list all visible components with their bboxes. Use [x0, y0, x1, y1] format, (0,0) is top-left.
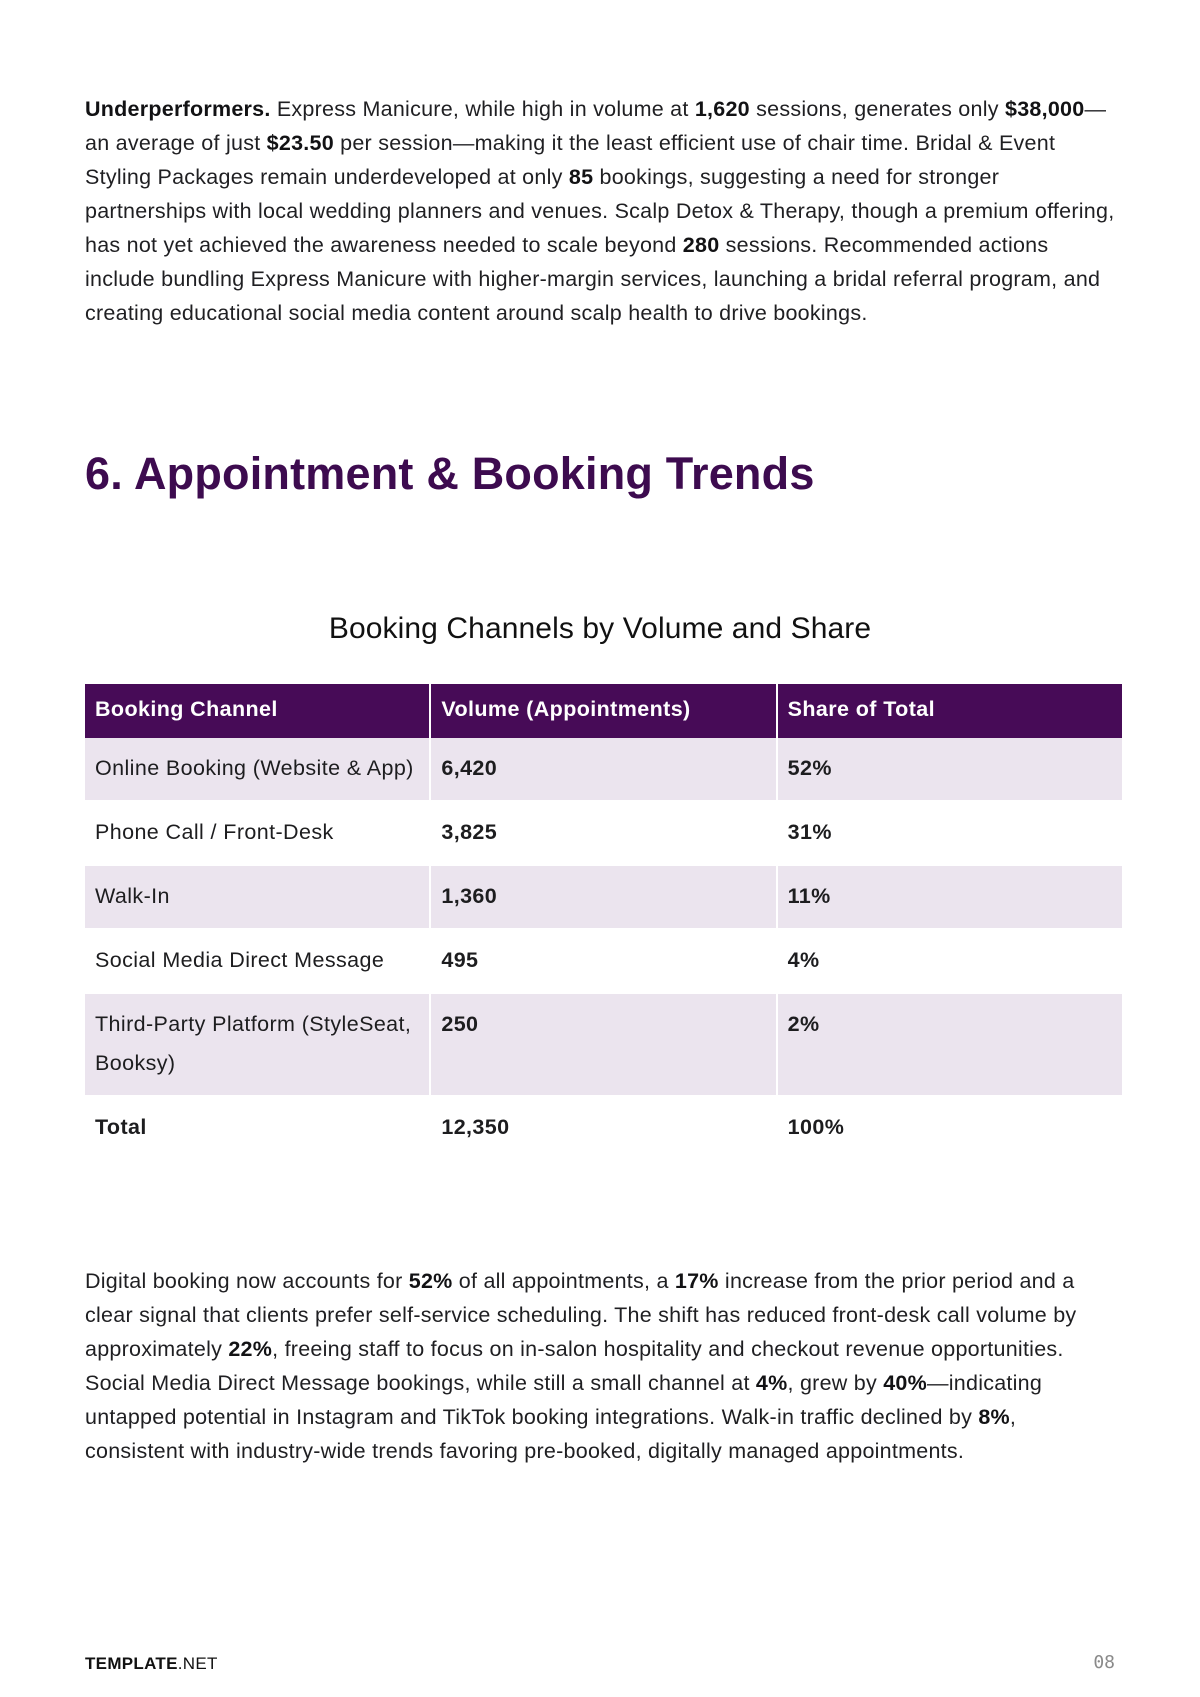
emphasis: 1,620 [694, 97, 750, 121]
total-volume-cell: 12,350 [430, 1096, 776, 1160]
brand-rest: .NET [177, 1654, 218, 1673]
table-row [85, 801, 1122, 865]
text-span: —indicating untapped potential in Instagram and TikTok booking integrations. Walk-in traffic declined by [85, 1371, 1043, 1429]
table-title: Booking Channels by Volume and Share [328, 612, 872, 645]
emphasis: 85 [568, 165, 594, 189]
text-span: bookings, suggesting a need for stronger partnerships with local wedding planners and venues. Scalp Detox & Therapy, though a premium offering, has not yet achieved the awareness needed to scale beyond [85, 165, 1115, 257]
text-span: —an average of just [85, 97, 1107, 155]
total-share-cell: 100% [777, 1096, 1122, 1160]
share-cell: 52% [777, 738, 1122, 801]
volume-cell: 6,420 [430, 738, 776, 801]
emphasis: 40% [883, 1371, 927, 1395]
emphasis: 22% [228, 1337, 273, 1361]
section-title: 6. Appointment & Booking Trends [85, 448, 815, 499]
share-cell: 2% [777, 993, 1122, 1096]
text-span: Digital booking now accounts for [85, 1269, 409, 1293]
total-label-cell: Total [85, 1096, 430, 1160]
volume-cell: 250 [430, 993, 776, 1096]
share-cell: 4% [777, 929, 1122, 993]
share-cell: 11% [777, 865, 1122, 929]
brand-bold: TEMPLATE [85, 1654, 178, 1673]
emphasis: $38,000 [1004, 97, 1085, 121]
footer-brand-logo [85, 1654, 218, 1674]
emphasis: $23.50 [266, 131, 334, 155]
header-volume: Volume (Appointments) [430, 684, 776, 738]
page-number: 08 [1093, 1652, 1115, 1673]
channel-cell: Social Media Direct Message [85, 929, 430, 993]
text-span: Express Manicure, while high in volume at [270, 97, 695, 121]
booking-channels-table [85, 684, 1122, 1161]
table-row [85, 865, 1122, 929]
emphasis: 280 [682, 233, 720, 257]
volume-cell: 3,825 [430, 801, 776, 865]
document-page [85, 0, 1115, 1697]
table-row [85, 993, 1122, 1096]
text-span: , grew by [787, 1371, 884, 1395]
text-span: , freeing staff to focus on in-salon hospitality and checkout revenue opportunities. Social Media Direct Message bookings, while still a small channel at [85, 1337, 1064, 1395]
paragraph-lead: Underperformers. [85, 97, 271, 121]
channel-cell: Walk-In [85, 865, 430, 929]
digital-booking-paragraph [85, 1264, 1115, 1468]
volume-cell: 1,360 [430, 865, 776, 929]
header-booking-channel: Booking Channel [85, 684, 430, 738]
text-span: increase from the prior period and a clear signal that clients prefer self-service scheduling. The shift has reduced front-desk call volume by approximately [85, 1269, 1077, 1361]
text-span: per session—making it the least efficient use of chair time. Bridal & Event Styling Packages remain underdeveloped at only [85, 131, 1056, 189]
text-span: sessions, generates only [749, 97, 1005, 121]
emphasis: 17% [674, 1269, 719, 1293]
text-span: of all appointments, a [452, 1269, 675, 1293]
table-row [85, 738, 1122, 801]
share-cell: 31% [777, 801, 1122, 865]
emphasis: 4% [755, 1371, 788, 1395]
channel-cell: Phone Call / Front-Desk [85, 801, 430, 865]
text-span: , consistent with industry-wide trends favoring pre-booked, digitally managed appointments. [85, 1405, 1017, 1463]
text-span: sessions. Recommended actions include bundling Express Manicure with higher-margin services, launching a bridal referral program, and creating educational social media content around scalp health to drive bookings. [85, 233, 1101, 325]
emphasis: 52% [408, 1269, 453, 1293]
table-header-row [85, 684, 1122, 738]
table-total-row [85, 1096, 1122, 1160]
volume-cell: 495 [430, 929, 776, 993]
emphasis: 8% [978, 1405, 1010, 1429]
channel-cell: Third-Party Platform (StyleSeat, Booksy) [85, 993, 430, 1096]
header-share: Share of Total [777, 684, 1122, 738]
underperformers-paragraph [85, 92, 1115, 330]
channel-cell: Online Booking (Website & App) [85, 738, 430, 801]
table-row [85, 929, 1122, 993]
